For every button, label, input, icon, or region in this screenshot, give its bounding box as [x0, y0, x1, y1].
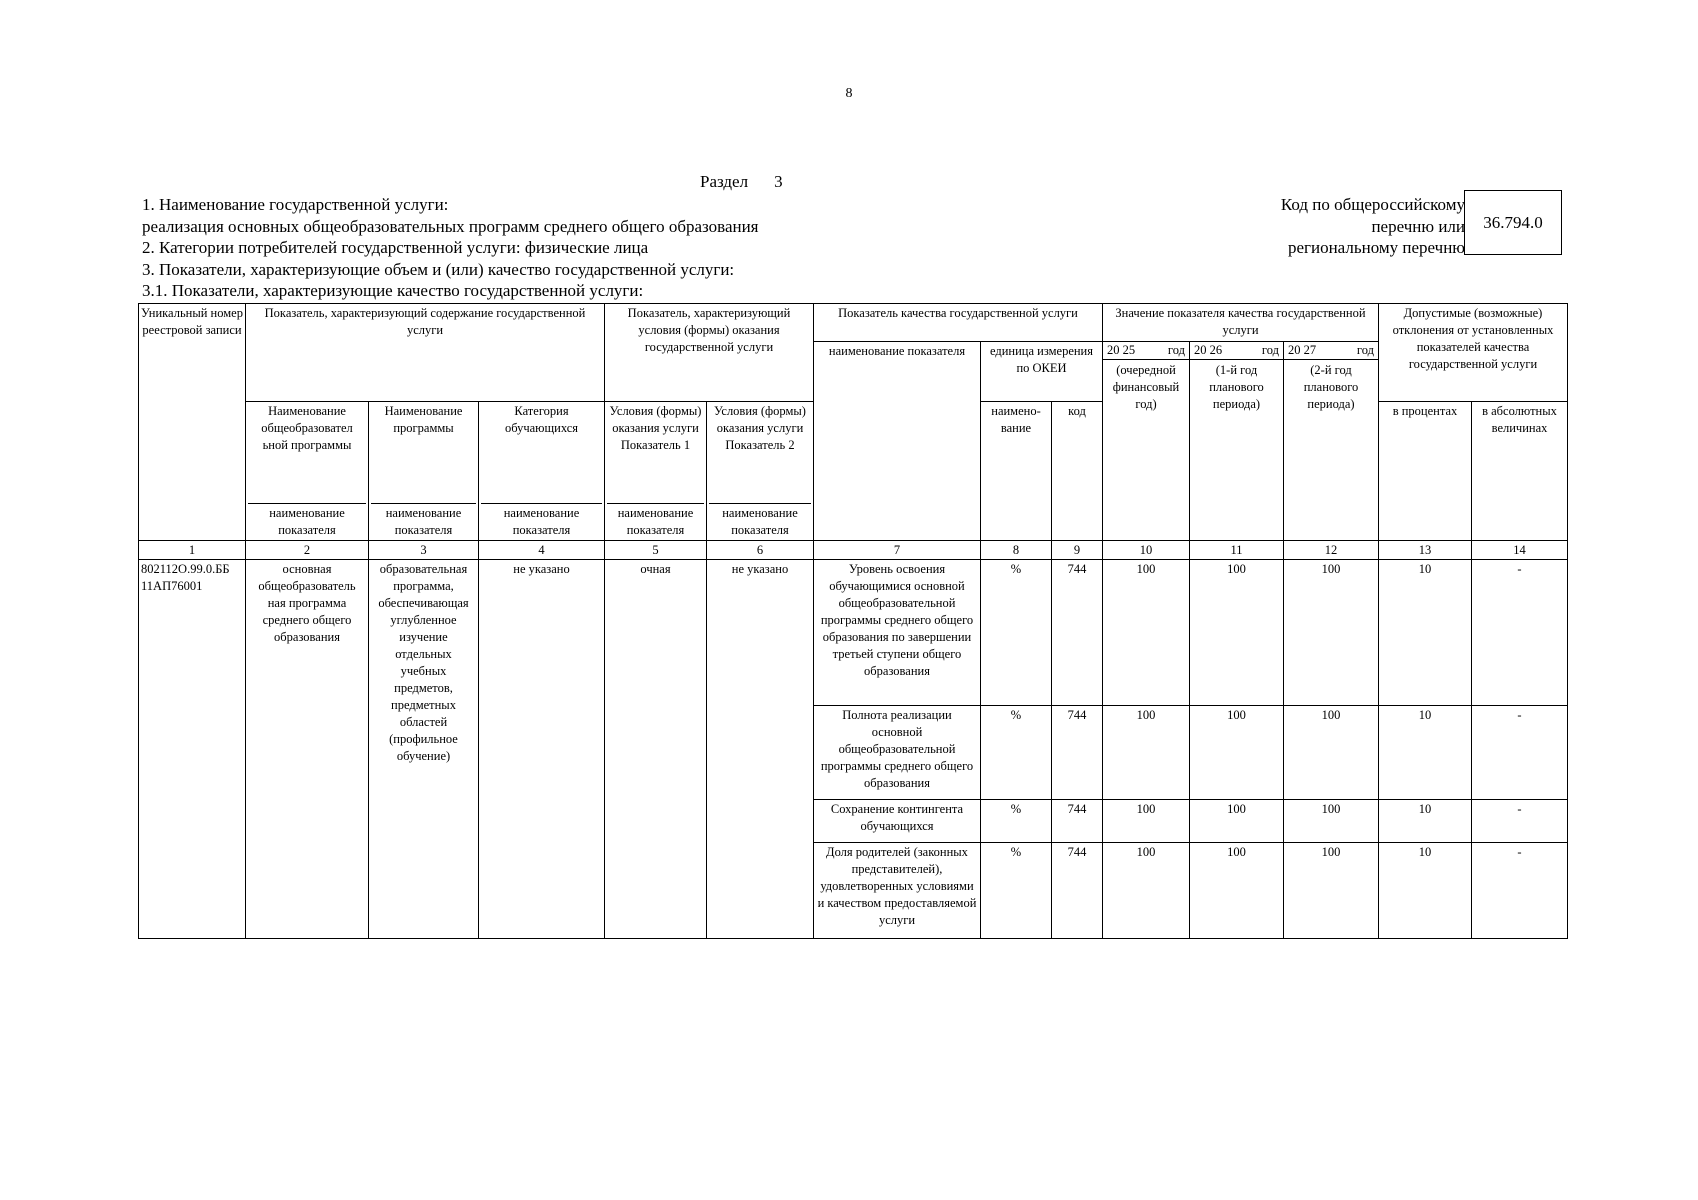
- header-c4-label: Условия (формы) оказания услуги Показатель 1: [609, 404, 702, 452]
- indicator-year-1: 100: [1103, 706, 1190, 800]
- header-year-2: [1190, 342, 1284, 541]
- indicator-unit: %: [981, 706, 1052, 800]
- indicator-code: 744: [1052, 800, 1103, 843]
- indicator-absolute: -: [1472, 706, 1568, 800]
- indicator-year-3: 100: [1284, 800, 1379, 843]
- header-c5-label: Условия (формы) оказания услуги Показатель 2: [714, 404, 806, 452]
- column-number: 5: [605, 541, 707, 560]
- column-numbers-row: [139, 541, 1568, 560]
- indicator-year-3: 100: [1284, 560, 1379, 706]
- header-c1-sub: наименование показателя: [248, 503, 366, 539]
- column-number: 6: [707, 541, 814, 560]
- registry-code-value: 36.794.0: [1483, 212, 1543, 232]
- indicator-percent: 10: [1379, 560, 1472, 706]
- year-3-suffix: год: [1356, 343, 1374, 357]
- indicator-unit: %: [981, 800, 1052, 843]
- header-c1: [246, 402, 369, 541]
- intro-block: [142, 194, 759, 302]
- column-number: 7: [814, 541, 981, 560]
- indicator-year-1: 100: [1103, 560, 1190, 706]
- header-deviation: Допустимые (возможные) отклонения от установленных показателей качества государственной услуги: [1379, 304, 1568, 402]
- registry-code-label-line3: региональному перечню: [1287, 238, 1465, 257]
- header-c5-sub: наименование показателя: [709, 503, 811, 539]
- record-program-type: основная общеобразователь ная программа среднего общего образования: [246, 560, 369, 939]
- indicator-year-3: 100: [1284, 706, 1379, 800]
- header-quality-values: Значение показателя качества государственной услуги: [1103, 304, 1379, 342]
- indicator-year-3: 100: [1284, 843, 1379, 939]
- consumer-categories: 2. Категории потребителей государственной услуги: физические лица: [142, 238, 649, 257]
- indicator-year-2: 100: [1190, 800, 1284, 843]
- header-c3-sub: наименование показателя: [481, 503, 602, 539]
- indicator-unit: %: [981, 843, 1052, 939]
- indicators-heading: 3. Показатели, характеризующие объем и (или) качество государственной услуги:: [142, 259, 735, 279]
- column-number: 11: [1190, 541, 1284, 560]
- header-unit-name: наимено-вание: [981, 402, 1052, 541]
- header-absolute: в абсолютных величинах: [1472, 402, 1568, 541]
- year-1-value: 20 25: [1107, 343, 1136, 357]
- header-c3: [479, 402, 605, 541]
- header-c3-label: Категория обучающихся: [504, 404, 579, 435]
- quality-indicators-table: [138, 303, 1568, 939]
- record-condition-2: не указано: [707, 560, 814, 939]
- indicator-name: Уровень освоения обучающимися основной общеобразовательной программы среднего общего образования по завершении третьей ступени общего образования: [814, 560, 981, 706]
- page-number: 8: [845, 86, 853, 101]
- header-c5: [707, 402, 814, 541]
- header-unit-code: код: [1052, 402, 1103, 541]
- header-c2: [369, 402, 479, 541]
- column-number: 3: [369, 541, 479, 560]
- header-c2-sub: наименование показателя: [371, 503, 476, 539]
- column-number: 4: [479, 541, 605, 560]
- indicator-code: 744: [1052, 843, 1103, 939]
- indicator-unit: %: [981, 560, 1052, 706]
- year-3-note: (2-й год планового периода): [1303, 363, 1359, 411]
- service-name-label: 1. Наименование государственной услуги:: [142, 195, 449, 214]
- service-name: реализация основных общеобразовательных программ среднего общего образования: [142, 216, 759, 236]
- column-number: 9: [1052, 541, 1103, 560]
- indicator-code: 744: [1052, 706, 1103, 800]
- column-number: 1: [139, 541, 246, 560]
- record-code: 802112О.99.0.ББ 11АП76001: [139, 560, 246, 939]
- year-2-note: (1-й год планового периода): [1209, 363, 1264, 411]
- year-2-suffix: год: [1261, 343, 1279, 357]
- column-number: 8: [981, 541, 1052, 560]
- indicator-year-2: 100: [1190, 560, 1284, 706]
- year-3-value: 20 27: [1288, 343, 1317, 357]
- column-number: 13: [1379, 541, 1472, 560]
- quality-indicators-heading: 3.1. Показатели, характеризующие качество государственной услуги:: [142, 281, 644, 300]
- year-1-note: (очередной финансовый год): [1112, 363, 1180, 411]
- indicator-code: 744: [1052, 560, 1103, 706]
- indicator-percent: 10: [1379, 843, 1472, 939]
- year-1-suffix: год: [1167, 343, 1185, 357]
- indicator-year-1: 100: [1103, 843, 1190, 939]
- indicator-year-1: 100: [1103, 800, 1190, 843]
- column-number: 2: [246, 541, 369, 560]
- indicator-percent: 10: [1379, 706, 1472, 800]
- registry-code-label-line2: перечню или: [1371, 216, 1465, 236]
- section-title: [700, 172, 783, 192]
- indicator-year-2: 100: [1190, 843, 1284, 939]
- registry-code-box: [1464, 190, 1562, 255]
- registry-code-label: [1281, 194, 1465, 259]
- indicator-absolute: -: [1472, 560, 1568, 706]
- header-unique-number: Уникальный номер реестровой записи: [139, 304, 246, 541]
- header-c2-label: Наименование программы: [384, 404, 463, 435]
- record-program: образовательная программа, обеспечивающая углубленное изучение отдельных учебных предметов, предметных областей (профильное обучение): [369, 560, 479, 939]
- column-number: 14: [1472, 541, 1568, 560]
- indicator-absolute: -: [1472, 800, 1568, 843]
- column-number: 12: [1284, 541, 1379, 560]
- header-conditions-indicator: Показатель, характеризующий условия (формы) оказания государственной услуги: [605, 304, 814, 402]
- header-unit: единица измерения по ОКЕИ: [981, 342, 1103, 402]
- column-number: 10: [1103, 541, 1190, 560]
- indicator-absolute: -: [1472, 843, 1568, 939]
- indicator-name: Доля родителей (законных представителей), удовлетворенных условиями и качеством предоставляемой услуги: [814, 843, 981, 939]
- header-indicator-name: наименование показателя: [814, 342, 981, 541]
- header-c4-sub: наименование показателя: [607, 503, 704, 539]
- indicator-name: Полнота реализации основной общеобразовательной программы среднего общего образования: [814, 706, 981, 800]
- header-quality-indicator: Показатель качества государственной услуги: [814, 304, 1103, 342]
- year-2-value: 20 26: [1194, 343, 1223, 357]
- section-number: 3: [774, 172, 783, 191]
- record-category: не указано: [479, 560, 605, 939]
- header-year-3: [1284, 342, 1379, 541]
- header-percent: в процентах: [1379, 402, 1472, 541]
- header-c1-label: Наименование общеобразовател ьной программы: [261, 404, 353, 452]
- header-year-1: [1103, 342, 1190, 541]
- registry-code-label-line1: Код по общероссийскому: [1280, 195, 1465, 214]
- section-label: Раздел: [700, 172, 749, 191]
- indicator-name: Сохранение контингента обучающихся: [814, 800, 981, 843]
- indicator-year-2: 100: [1190, 706, 1284, 800]
- header-c4: [605, 402, 707, 541]
- header-content-indicator: Показатель, характеризующий содержание государственной услуги: [246, 304, 605, 402]
- indicator-percent: 10: [1379, 800, 1472, 843]
- record-form: очная: [605, 560, 707, 939]
